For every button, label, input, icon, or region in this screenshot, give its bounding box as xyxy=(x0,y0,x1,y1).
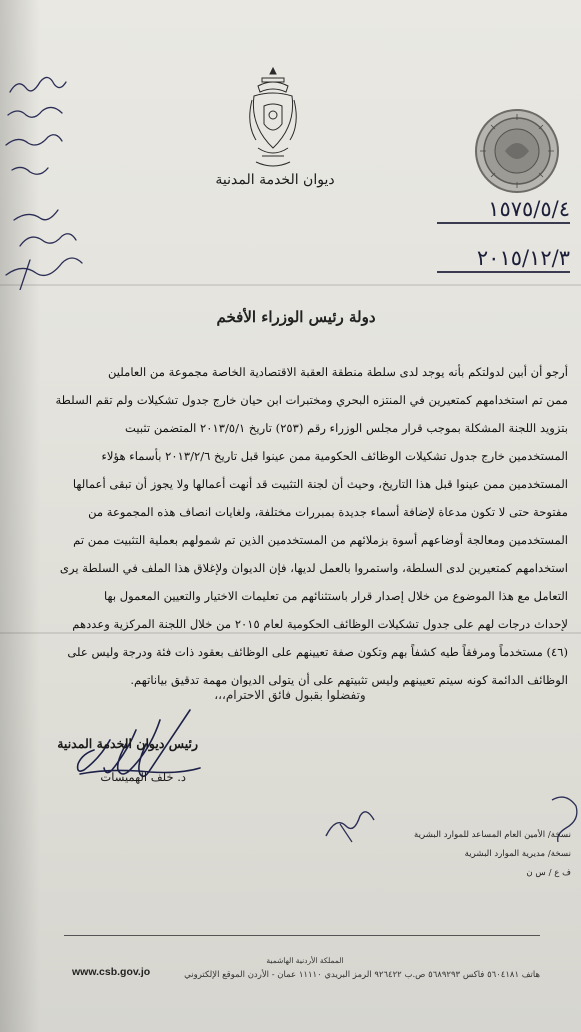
footer-website: www.csb.gov.jo xyxy=(72,966,151,978)
cc-line: نسخة/ مديرية الموارد البشرية xyxy=(464,849,571,859)
body-line: أرجو أن أبين لدولتكم بأنه يوجد لدى سلطة منطقة العقبة الاقتصادية الخاصة مجموعة من العاملين xyxy=(107,365,568,379)
cc-line: نسخة/ الأمين العام المساعد للموارد البشرية xyxy=(413,830,571,840)
round-seal-stamp xyxy=(474,108,560,194)
footer-org: المملكة الأردنية الهاشمية xyxy=(266,956,344,965)
letter-body xyxy=(22,358,568,694)
reference-date: ٢٠١٥/١٢/٣ xyxy=(476,246,570,270)
body-line: الوظائف الدائمة كونه سيتم تعيينهم وليس تثبيتهم على أن يتولى الديوان مهمة تدقيق بياناتهم. xyxy=(130,673,568,687)
body-line: التعامل مع هذا الموضوع من خلال إصدار قرار باستثنائهم من تعليمات الاختيار والتعيين المعمول بها xyxy=(103,589,568,603)
signatory-title: رئيس ديوان الخدمة المدنية xyxy=(57,736,198,751)
reference-number: ١٥٧٥/٥/٤ xyxy=(488,197,570,221)
footer-divider xyxy=(64,935,540,936)
handwritten-initials xyxy=(320,806,380,846)
addressee-line: دولة رئيس الوزراء الأفخم xyxy=(216,308,376,326)
body-line: استخدامهم كمتعيرين لدى السلطة، واستمروا بالعمل لديها، فإن الديوان ولإغلاق هذا الملف في السلطة يرى xyxy=(59,561,568,575)
footer-address: هاتف ٥٦٠٤١٨١ فاكس ٥٦٨٩٢٩٣ ص.ب ٩٢٦٤٢٢ الرمز البريدي ١١١١٠ عمان - الأردن الموقع الإلكتروني xyxy=(184,970,540,980)
signatory-name: د. خلف الهميسات xyxy=(100,770,186,784)
body-line: لإحداث درجات لهم على جدول تشكيلات الوظائف الحكومية لعام ٢٠١٥ من خلال اللجنة المركزية وعددهم xyxy=(72,617,568,631)
closing-salutation: وتفضلوا بقبول فائق الاحترام،،، xyxy=(214,688,366,702)
date-underline xyxy=(437,271,570,273)
body-line: ممن تم استخدامهم كمتعيرين في المنتزه البحري ومختبرات ابن حيان خارج جدول تشكيلات ولم تقم السلطة xyxy=(55,393,568,407)
body-line: المستخدمين ومعالجة أوضاعهم أسوة بزملائهم من المستخدمين الذين تم شمولهم بعملية التثبيت ممن تم xyxy=(73,533,568,547)
body-line: بتزويد اللجنة المشكلة بموجب قرار مجلس الوزراء رقم (٢٥٣) تاريخ ٢٠١٣/٥/١ المتضمن تثبيت xyxy=(125,421,568,435)
cc-line: ف ع / س ن xyxy=(526,868,571,878)
handwritten-margin-note xyxy=(0,20,90,290)
body-line: المستخدمين خارج جدول تشكيلات الوظائف الحكومية ممن عينوا قبل تاريخ ٢٠١٣/٢/٦ بأسماء هؤلاء xyxy=(101,449,568,463)
coat-of-arms-emblem xyxy=(246,64,300,176)
body-line: (٤٦) مستخدماً ومرفقاً طيه كشفاً بهم وتكون صفة تعيينهم على الوظائف بعقود ذات فئة ودرجة وليس على xyxy=(67,645,568,659)
organization-name: ديوان الخدمة المدنية xyxy=(215,172,335,188)
body-line: المستخدمين ممن عينوا قبل هذا التاريخ، وحيث أن لجنة التثبيت قد أنهت أعمالها ولا يجوز أن تبقى أعمالها xyxy=(72,477,568,491)
copies-block xyxy=(396,826,571,883)
reference-underline xyxy=(437,222,570,224)
body-line: مفتوحة حتى لا تكون مدعاة لإضافة أسماء جديدة بمبررات مختلفة، ولغايات انصاف هذه المجموعة من xyxy=(88,505,568,519)
